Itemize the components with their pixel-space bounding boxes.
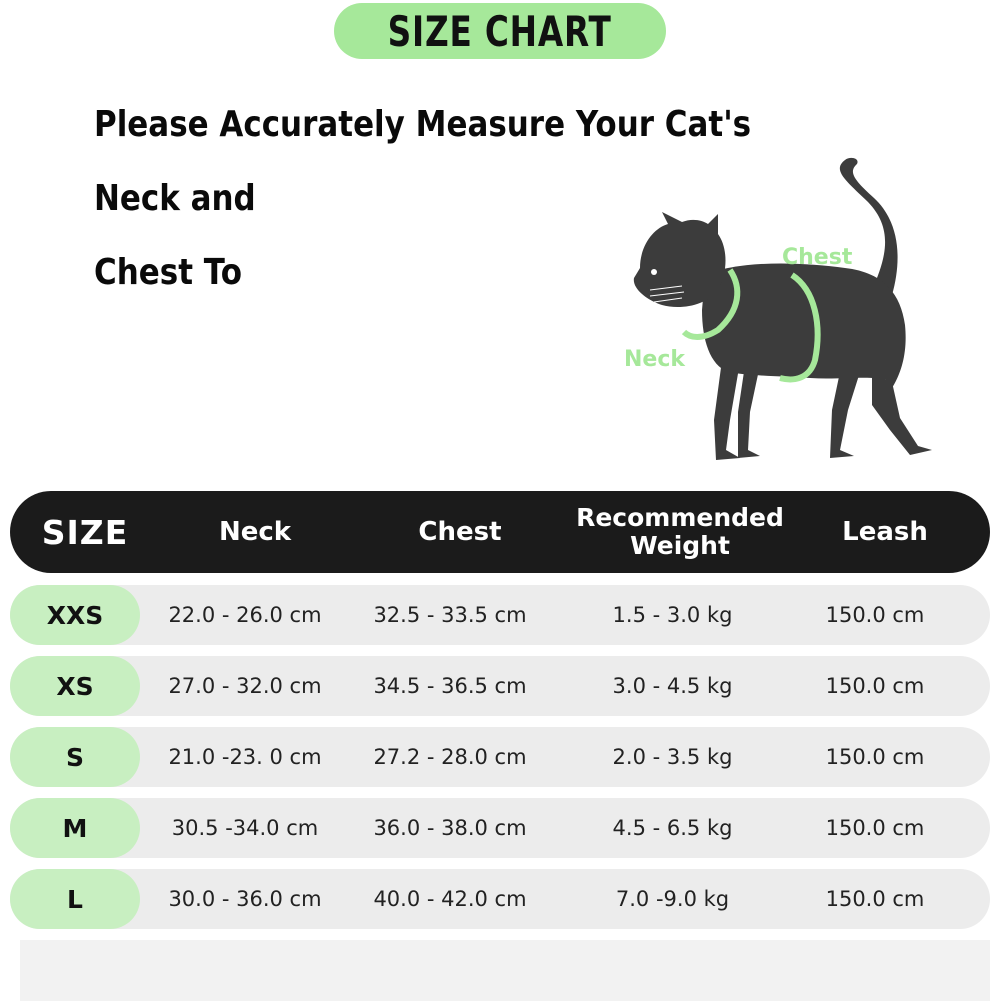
neck-cell: 22.0 - 26.0 cm (168, 603, 322, 627)
size-chart-title: SIZE CHART (387, 6, 613, 56)
weight-cell: 3.0 - 4.5 kg (612, 674, 733, 698)
leash-cell: 150.0 cm (825, 887, 925, 911)
weight-cell: 4.5 - 6.5 kg (612, 816, 733, 840)
header-recommended-weight: Recommended Weight (576, 503, 784, 560)
neck-cell: 21.0 -23. 0 cm (168, 745, 322, 769)
size-cell: M (10, 798, 140, 858)
chest-cell: 40.0 - 42.0 cm (373, 887, 527, 911)
cat-silhouette-illustration (610, 150, 950, 480)
neck-cell: 30.5 -34.0 cm (171, 816, 319, 840)
table-row (10, 798, 990, 858)
neck-label: Neck (624, 347, 686, 372)
size-cell: XS (10, 656, 140, 716)
weight-cell: 2.0 - 3.5 kg (612, 745, 733, 769)
neck-cell: 30.0 - 36.0 cm (168, 887, 322, 911)
table-row (10, 727, 990, 787)
bottom-divider (20, 940, 990, 1001)
table-row (10, 656, 990, 716)
weight-cell: 1.5 - 3.0 kg (612, 603, 733, 627)
size-cell: S (10, 727, 140, 787)
neck-cell: 27.0 - 32.0 cm (168, 674, 322, 698)
cat-eye-icon (651, 269, 657, 275)
measure-instruction: Please Accurately Measure Your Cat's Neck and Chest To (94, 104, 752, 293)
chest-cell: 34.5 - 36.5 cm (373, 674, 527, 698)
header-chest: Chest (418, 517, 502, 547)
size-chart-badge (334, 3, 666, 59)
size-cell: L (10, 869, 140, 929)
chest-cell: 32.5 - 33.5 cm (373, 603, 527, 627)
header-neck: Neck (218, 517, 292, 547)
chest-cell: 27.2 - 28.0 cm (373, 745, 527, 769)
weight-cell: 7.0 -9.0 kg (615, 887, 730, 911)
leash-cell: 150.0 cm (825, 745, 925, 769)
table-row (10, 869, 990, 929)
chest-cell: 36.0 - 38.0 cm (373, 816, 527, 840)
table-row (10, 585, 990, 645)
leash-cell: 150.0 cm (825, 603, 925, 627)
cat-body-icon (634, 158, 932, 460)
header-size: SIZE (41, 512, 129, 552)
size-cell: XXS (10, 585, 140, 645)
header-leash: Leash (842, 517, 928, 547)
chest-label: Chest (782, 245, 853, 270)
leash-cell: 150.0 cm (825, 816, 925, 840)
table-header (10, 491, 990, 573)
leash-cell: 150.0 cm (825, 674, 925, 698)
